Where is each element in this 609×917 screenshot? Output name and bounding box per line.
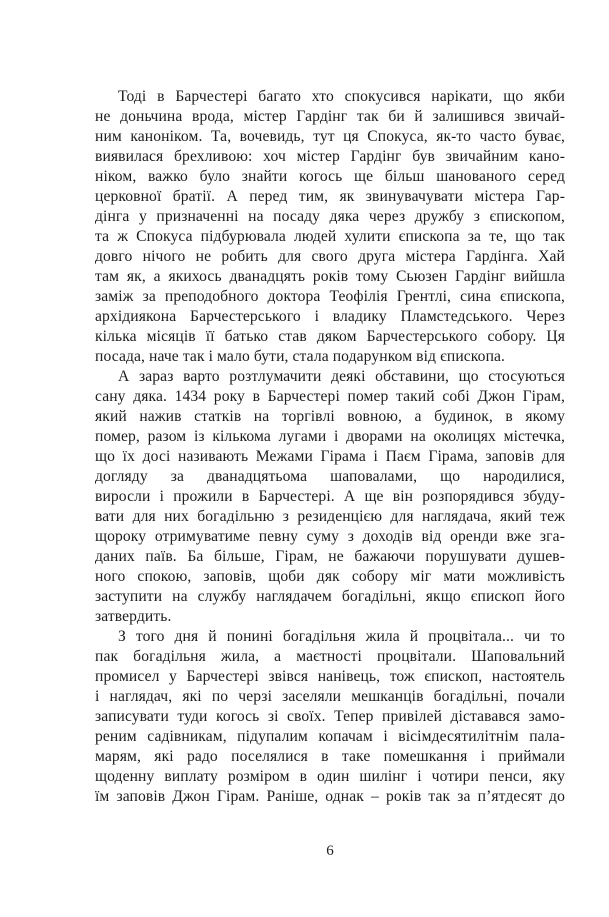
text-line: заміж за преподобного доктора Теофілія Грентлі, сина єпископа,: [95, 288, 565, 305]
text-line: записувати туди когось зі своїх. Тепер привілей діставався замо-: [95, 708, 565, 725]
text-line: А зараз варто розтлумачити деякі обставини, що стосуються: [118, 368, 565, 385]
text-line: не доньчина врода, містер Гардінг так би й залишився звичай-: [95, 108, 565, 125]
text-line: дінга у призначенні на посаду дяка через дружбу з єпископом,: [95, 208, 565, 225]
text-line: З того дня й понині богадільня жила й процвітала... чи то: [118, 628, 565, 645]
text-line: довго нічого не робить для свого друга містера Гардінга. Хай: [95, 248, 565, 265]
text-line: їм заповів Джон Гірам. Раніше, однак – років так за п’ятдесят до: [95, 788, 565, 805]
text-line: ного спокою, заповів, щоби дяк собору міг мати можливість: [95, 568, 565, 585]
text-line: церковної братії. А перед тим, як звинувачувати містера Гар-: [95, 188, 565, 205]
text-line: вати для них богадільню з резиденцією для наглядача, який теж: [95, 508, 565, 525]
text-line: ним каноніком. Та, вочевидь, тут ця Спокуса, як-то часто буває,: [95, 128, 565, 145]
text-line: там як, а якихось дванадцять років тому Сьюзен Гардінг вийшла: [95, 268, 565, 285]
text-line: сану дяка. 1434 року в Барчестері помер такий собі Джон Гірам,: [95, 388, 565, 405]
text-line: помер, разом із кількома лугами і дворами на околицях містечка,: [95, 428, 565, 445]
text-line: догляду за дванадцятьома шаповалами, що народилися,: [95, 468, 565, 485]
text-line: що їх досі називають Межами Гірама і Паєм Гірама, заповів для: [95, 448, 565, 465]
text-line: заступити на службу наглядачем богадільні, якщо єпископ його: [95, 588, 565, 605]
text-line: пак богадільня жила, а маєтності процвітали. Шаповальний: [95, 648, 565, 665]
text-line: даних паїв. Ба більше, Гірам, не бажаючи порушувати душев-: [95, 548, 565, 565]
text-line: та ж Спокуса підбурювала людей хулити єпископа за те, що так: [95, 228, 565, 245]
text-line: щороку отримуватиме певну суму з доходів від оренди вже зга-: [95, 528, 565, 545]
text-line: щоденну виплату розміром в один шилінг і чотири пенси, яку: [95, 768, 565, 785]
page-number: 6: [326, 843, 334, 859]
text-line: ніком, важко було знайти когось ще більш шанованого серед: [95, 168, 565, 185]
text-line: посада, наче так і мало бути, стала подарунком від єпископа.: [95, 348, 506, 365]
text-line: виросли і прожили в Барчестері. А ще він розпорядився збуду-: [95, 488, 565, 505]
text-line: архідиякона Барчестерського і владику Пламстедського. Через: [95, 308, 565, 325]
text-line: реним садівникам, підупалим копачам і вісімдесятилітнім пала-: [95, 728, 565, 745]
text-line: марям, які радо поселялися в таке помешкання і приймали: [95, 748, 565, 765]
text-line: виявилася брехливою: хоч містер Гардінг був звичайним кано-: [95, 148, 565, 165]
text-line: кілька місяців її батько став дяком Барчестерського собору. Ця: [95, 328, 565, 345]
text-line: затвердить.: [95, 608, 172, 625]
text-line: який нажив статків на торгівлі вовною, а будинок, в якому: [95, 408, 565, 425]
text-line: і наглядач, які по черзі заселяли мешканців богадільні, почали: [95, 688, 565, 705]
text-line: промисел у Барчестері звівся нанівець, тож єпископ, настоятель: [95, 668, 565, 685]
page-text: [95, 87, 565, 807]
text-line: Тоді в Барчестері багато хто спокусився нарікати, що якби: [118, 88, 565, 105]
